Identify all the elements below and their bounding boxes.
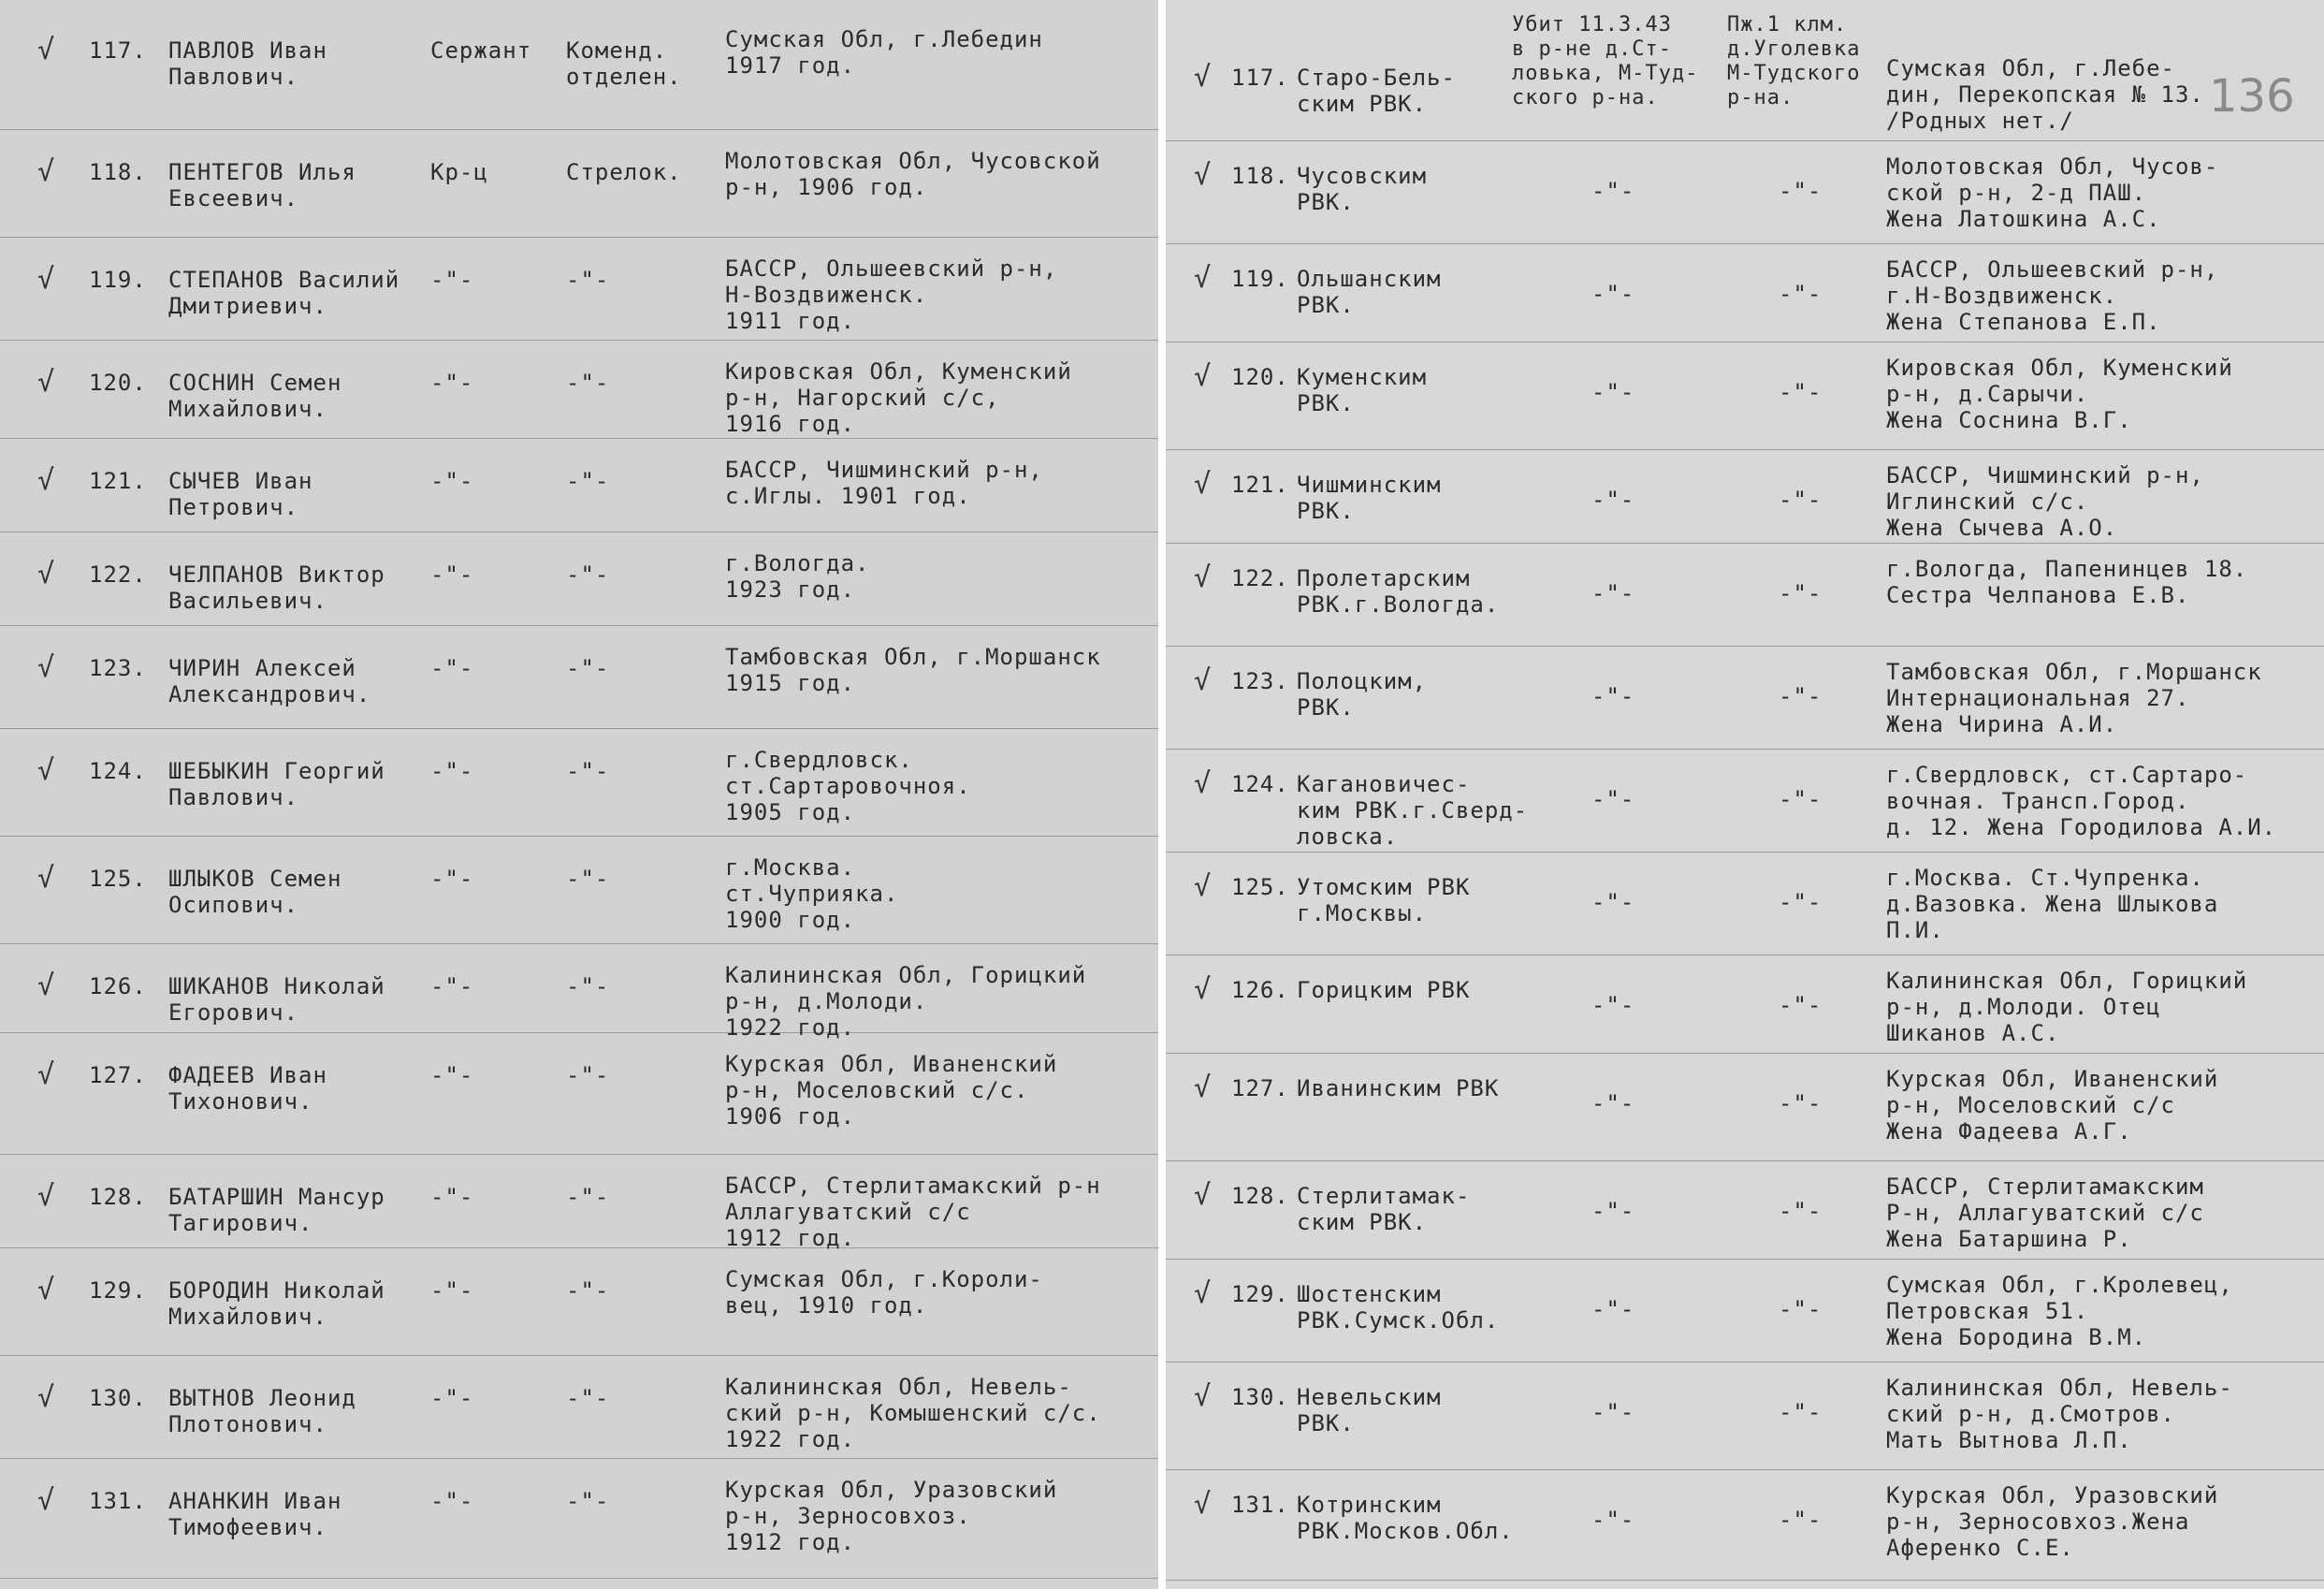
entry-number: 120.: [1231, 364, 1289, 390]
death-circumstance: -"-: [1591, 786, 1635, 812]
next-of-kin-address: БАССР, Стерлитамакским Р-н, Аллагуватский с/с Жена Батаршина Р.: [1886, 1174, 2204, 1252]
entry-number: 125.: [89, 866, 147, 892]
entry-number: 129.: [89, 1277, 147, 1304]
entry-number: 118.: [1231, 163, 1289, 189]
recruitment-office: Кагановичес- ким РВК.г.Сверд- ловска.: [1297, 771, 1529, 850]
entry-number: 123.: [1231, 668, 1289, 694]
entry-number: 124.: [1231, 771, 1289, 797]
birthplace-and-year: Курская Обл, Иваненский р-н, Моселовский с/с. 1906 год.: [725, 1051, 1058, 1130]
burial-place: -"-: [1779, 281, 1823, 307]
burial-place: -"-: [1779, 1296, 1823, 1322]
soldier-name: СТЕПАНОВ Василий Дмитриевич.: [168, 267, 400, 319]
death-circumstance: -"-: [1591, 1296, 1635, 1322]
birthplace-and-year: Сумская Обл, г.Короли- вец, 1910 год.: [725, 1266, 1043, 1319]
entry-number: 129.: [1231, 1281, 1289, 1307]
death-circumstance: -"-: [1591, 281, 1635, 307]
burial-place: -"-: [1779, 889, 1823, 915]
check-mark: √: [1194, 1380, 1212, 1413]
soldier-name: ШИКАНОВ Николай Егорович.: [168, 973, 385, 1026]
death-circumstance: -"-: [1591, 580, 1635, 606]
entry-number: 121.: [1231, 472, 1289, 498]
military-rank: -"-: [430, 1062, 474, 1088]
burial-place: -"-: [1779, 379, 1823, 405]
military-position: -"-: [566, 1277, 610, 1304]
military-rank: Сержант: [430, 37, 532, 64]
recruitment-office: Стерлитамак- ским РВК.: [1297, 1183, 1471, 1235]
military-rank: -"-: [430, 866, 474, 892]
military-rank: -"-: [430, 1385, 474, 1411]
recruitment-office: Старо-Бель- ским РВК.: [1297, 65, 1456, 117]
birthplace-and-year: Кировская Обл, Куменский р-н, Нагорский с/с, 1916 год.: [725, 358, 1072, 437]
next-of-kin-address: Калининская Обл, Невель- ский р-н, д.Смотров. Мать Вытнова Л.П.: [1886, 1375, 2233, 1453]
next-of-kin-address: БАССР, Чишминский р-н, Иглинский с/с. Жена Сычева А.О.: [1886, 462, 2204, 541]
military-rank: -"-: [430, 1184, 474, 1210]
entry-number: 122.: [89, 561, 147, 588]
check-mark: √: [37, 969, 55, 1002]
entry-number: 123.: [89, 655, 147, 681]
entry-number: 130.: [1231, 1384, 1289, 1410]
entry-number: 119.: [89, 267, 147, 293]
military-rank: Кр-ц: [430, 159, 488, 185]
burial-place: -"-: [1779, 1399, 1823, 1425]
check-mark: √: [1194, 61, 1212, 94]
check-mark: √: [37, 464, 55, 497]
death-circumstance: -"-: [1591, 992, 1635, 1018]
burial-place: -"-: [1779, 1198, 1823, 1224]
death-circumstance: -"-: [1591, 1198, 1635, 1224]
death-circumstance: -"-: [1591, 683, 1635, 709]
header-burial-note: Пж.1 клм. д.Уголевка М-Тудского р-на.: [1727, 13, 1861, 109]
check-mark: √: [1194, 1277, 1212, 1310]
military-position: -"-: [566, 655, 610, 681]
military-position: -"-: [566, 973, 610, 999]
military-rank: -"-: [430, 973, 474, 999]
entry-number: 126.: [1231, 977, 1289, 1003]
entry-number: 126.: [89, 973, 147, 999]
burial-place: -"-: [1779, 1507, 1823, 1533]
check-mark: √: [37, 1274, 55, 1306]
burial-place: -"-: [1779, 487, 1823, 513]
entry-number: 121.: [89, 468, 147, 494]
next-of-kin-address: Курская Обл, Иваненский р-н, Моселовский с/с Жена Фадеева А.Г.: [1886, 1066, 2219, 1144]
next-of-kin-address: Кировская Обл, Куменский р-н, д.Сарычи. Жена Соснина В.Г.: [1886, 355, 2233, 433]
military-position: -"-: [566, 1184, 610, 1210]
next-of-kin-address: Тамбовская Обл, г.Моршанск Интернациональная 27. Жена Чирина А.И.: [1886, 659, 2262, 737]
burial-place: -"-: [1779, 786, 1823, 812]
death-circumstance: -"-: [1591, 379, 1635, 405]
check-mark: √: [37, 1484, 55, 1517]
soldier-name: ПЕНТЕГОВ Илья Евсеевич.: [168, 159, 356, 211]
recruitment-office: Горицким РВК: [1297, 977, 1471, 1003]
death-circumstance: -"-: [1591, 1507, 1635, 1533]
recruitment-office: Пролетарским РВК.г.Вологда.: [1297, 565, 1500, 618]
check-mark: √: [37, 558, 55, 590]
left-page: [0, 0, 1158, 1589]
entry-number: 120.: [89, 370, 147, 396]
next-of-kin-address: Сумская Обл, г.Лебе- дин, Перекопская № 13. /Родных нет./: [1886, 55, 2204, 134]
next-of-kin-address: г.Москва. Ст.Чупренка. д.Вазовка. Жена Шлыкова П.И.: [1886, 865, 2219, 943]
check-mark: √: [37, 34, 55, 66]
birthplace-and-year: Курская Обл, Уразовский р-н, Зерносовхоз. 1912 год.: [725, 1477, 1058, 1555]
check-mark: √: [1194, 360, 1212, 393]
check-mark: √: [37, 1180, 55, 1213]
soldier-name: ЧЕЛПАНОВ Виктор Васильевич.: [168, 561, 385, 614]
soldier-name: ШЕБЫКИН Георгий Павлович.: [168, 758, 385, 810]
military-position: -"-: [566, 1488, 610, 1514]
entry-number: 131.: [89, 1488, 147, 1514]
military-position: -"-: [566, 561, 610, 588]
check-mark: √: [1194, 767, 1212, 800]
soldier-name: ЧИРИН Алексей Александрович.: [168, 655, 371, 707]
military-rank: -"-: [430, 468, 474, 494]
military-rank: -"-: [430, 1488, 474, 1514]
right-page: [1166, 0, 2324, 1589]
entry-number: 128.: [1231, 1183, 1289, 1209]
recruitment-office: Котринским РВК.Москов.Обл.: [1297, 1492, 1514, 1544]
header-death-note: Убит 11.3.43 в р-не д.Ст- ловька, М-Туд- ского р-на.: [1512, 13, 1699, 109]
recruitment-office: Шостенским РВК.Сумск.Обл.: [1297, 1281, 1500, 1334]
recruitment-office: Чишминским РВК.: [1297, 472, 1442, 524]
recruitment-office: Иванинским РВК: [1297, 1075, 1500, 1101]
birthplace-and-year: Калининская Обл, Горицкий р-н, д.Молоди. 1922 год.: [725, 962, 1087, 1041]
check-mark: √: [1194, 468, 1212, 501]
military-position: -"-: [566, 1062, 610, 1088]
check-mark: √: [37, 155, 55, 188]
soldier-name: АНАНКИН Иван Тимофеевич.: [168, 1488, 342, 1540]
soldier-name: СОСНИН Семен Михайлович.: [168, 370, 342, 422]
military-rank: -"-: [430, 561, 474, 588]
birthplace-and-year: Калининская Обл, Невель- ский р-н, Комышенский с/с. 1922 год.: [725, 1374, 1101, 1452]
soldier-name: ПАВЛОВ Иван Павлович.: [168, 37, 327, 90]
recruitment-office: Невельским РВК.: [1297, 1384, 1442, 1436]
recruitment-office: Утомским РВК г.Москвы.: [1297, 874, 1471, 926]
death-circumstance: -"-: [1591, 487, 1635, 513]
entry-number: 122.: [1231, 565, 1289, 591]
soldier-name: СЫЧЕВ Иван Петрович.: [168, 468, 313, 520]
death-circumstance: -"-: [1591, 1399, 1635, 1425]
birthplace-and-year: БАССР, Чишминский р-н, с.Иглы. 1901 год.: [725, 457, 1043, 509]
next-of-kin-address: БАССР, Ольшеевский р-н, г.Н-Воздвиженск. Жена Степанова Е.П.: [1886, 256, 2219, 335]
check-mark: √: [1194, 262, 1212, 295]
birthplace-and-year: БАССР, Стерлитамакский р-н Аллагуватский с/с 1912 год.: [725, 1173, 1101, 1251]
military-position: -"-: [566, 1385, 610, 1411]
military-rank: -"-: [430, 370, 474, 396]
birthplace-and-year: г.Москва. ст.Чуприяка. 1900 год.: [725, 854, 899, 933]
recruitment-office: Куменским РВК.: [1297, 364, 1428, 416]
entry-number: 119.: [1231, 266, 1289, 292]
page-number-stamp: 136: [2209, 70, 2295, 123]
entry-number: 125.: [1231, 874, 1289, 900]
birthplace-and-year: г.Свердловск. ст.Сартаровочноя. 1905 год.: [725, 747, 971, 825]
entry-number: 131.: [1231, 1492, 1289, 1518]
military-rank: -"-: [430, 655, 474, 681]
soldier-name: БАТАРШИН Мансур Тагирович.: [168, 1184, 385, 1236]
check-mark: √: [1194, 1071, 1212, 1104]
entry-number: 117.: [89, 37, 147, 64]
burial-place: -"-: [1779, 178, 1823, 204]
birthplace-and-year: г.Вологда. 1923 год.: [725, 550, 870, 603]
entry-number: 117.: [1231, 65, 1289, 91]
recruitment-office: Чусовским РВК.: [1297, 163, 1428, 215]
entry-number: 128.: [89, 1184, 147, 1210]
next-of-kin-address: Курская Обл, Уразовский р-н, Зерносовхоз.Жена Аференко С.Е.: [1886, 1482, 2219, 1561]
birthplace-and-year: Тамбовская Обл, г.Моршанск 1915 год.: [725, 644, 1101, 696]
burial-place: -"-: [1779, 992, 1823, 1018]
soldier-name: БОРОДИН Николай Михайлович.: [168, 1277, 385, 1330]
burial-place: -"-: [1779, 1090, 1823, 1116]
check-mark: √: [37, 1381, 55, 1414]
next-of-kin-address: г.Свердловск, ст.Сартаро- вочная. Трансп.Город. д. 12. Жена Городилова А.И.: [1886, 762, 2277, 840]
military-position: Коменд. отделен.: [566, 37, 682, 90]
check-mark: √: [1194, 1179, 1212, 1212]
soldier-name: ШЛЫКОВ Семен Осипович.: [168, 866, 342, 918]
soldier-name: ФАДЕЕВ Иван Тихонович.: [168, 1062, 327, 1115]
check-mark: √: [1194, 973, 1212, 1006]
check-mark: √: [1194, 561, 1212, 594]
birthplace-and-year: БАССР, Ольшеевский р-н, Н-Воздвиженск. 1911 год.: [725, 255, 1058, 334]
page-gutter: [1158, 0, 1166, 1589]
burial-place: -"-: [1779, 683, 1823, 709]
recruitment-office: Ольшанским РВК.: [1297, 266, 1442, 318]
entry-number: 127.: [89, 1062, 147, 1088]
military-position: -"-: [566, 370, 610, 396]
next-of-kin-address: Молотовская Обл, Чусов- ской р-н, 2-д ПАШ. Жена Латошкина А.С.: [1886, 153, 2219, 232]
soldier-name: ВЫТНОВ Леонид Плотонович.: [168, 1385, 356, 1437]
next-of-kin-address: г.Вологда, Папенинцев 18. Сестра Челпанова Е.В.: [1886, 556, 2248, 608]
check-mark: √: [37, 263, 55, 296]
military-position: -"-: [566, 758, 610, 784]
entry-number: 124.: [89, 758, 147, 784]
check-mark: √: [37, 862, 55, 895]
check-mark: √: [37, 366, 55, 399]
death-circumstance: -"-: [1591, 889, 1635, 915]
entry-number: 127.: [1231, 1075, 1289, 1101]
recruitment-office: Полоцким, РВК.: [1297, 668, 1428, 721]
next-of-kin-address: Калининская Обл, Горицкий р-н, д.Молоди. Отец Шиканов А.С.: [1886, 968, 2248, 1046]
burial-place: -"-: [1779, 580, 1823, 606]
military-position: -"-: [566, 866, 610, 892]
military-rank: -"-: [430, 1277, 474, 1304]
check-mark: √: [1194, 159, 1212, 192]
check-mark: √: [37, 651, 55, 684]
entry-number: 130.: [89, 1385, 147, 1411]
military-rank: -"-: [430, 758, 474, 784]
death-circumstance: -"-: [1591, 1090, 1635, 1116]
military-position: -"-: [566, 468, 610, 494]
check-mark: √: [1194, 1488, 1212, 1521]
military-rank: -"-: [430, 267, 474, 293]
birthplace-and-year: Молотовская Обл, Чусовской р-н, 1906 год.: [725, 148, 1101, 200]
military-position: -"-: [566, 267, 610, 293]
check-mark: √: [37, 754, 55, 787]
next-of-kin-address: Сумская Обл, г.Кролевец, Петровская 51. Жена Бородина В.М.: [1886, 1272, 2233, 1350]
check-mark: √: [1194, 870, 1212, 903]
check-mark: √: [1194, 664, 1212, 697]
death-circumstance: -"-: [1591, 178, 1635, 204]
military-position: Стрелок.: [566, 159, 682, 185]
birthplace-and-year: Сумская Обл, г.Лебедин 1917 год.: [725, 26, 1043, 79]
entry-number: 118.: [89, 159, 147, 185]
check-mark: √: [37, 1058, 55, 1091]
